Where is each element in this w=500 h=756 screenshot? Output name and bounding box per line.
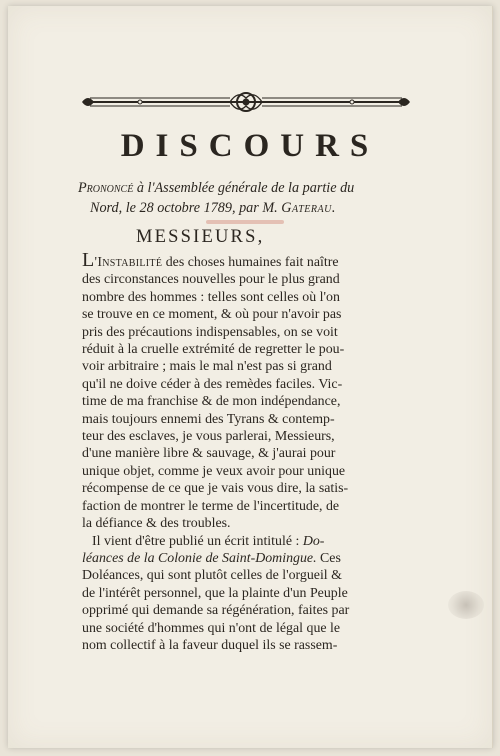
document-subtitle: [78, 178, 418, 218]
body-line: [82, 289, 418, 306]
body-line: [82, 393, 418, 410]
author-name: Gaterau.: [281, 200, 336, 216]
body-line: [82, 306, 418, 323]
line-text: une société d'hommes qui n'ont de légal que le: [82, 620, 341, 636]
line-text: qu'il ne doive céder à des remèdes faciles. Vic-: [82, 376, 343, 392]
body-line: [82, 376, 418, 393]
header-ornament-icon: [80, 88, 412, 116]
body-line: [82, 445, 418, 462]
line-text: Ces: [316, 550, 341, 566]
line-text: nombre des hommes : telles sont celles où l'on: [82, 289, 340, 305]
body-text: [82, 249, 418, 654]
subtitle-line: [78, 178, 418, 198]
body-line: [82, 411, 418, 428]
body-line: [82, 463, 418, 480]
line-text: pris des précautions indispensables, on se voit: [82, 324, 338, 340]
line-text: se trouve en ce moment, & où pour n'avoir pas: [82, 307, 342, 323]
line-text: time de ma franchise & de mon indépendance,: [82, 394, 341, 410]
body-line: [82, 271, 418, 288]
line-text: de l'intérêt personnel, que la plainte d'un Peuple: [82, 585, 348, 601]
line-text: d'une manière libre & sauvage, & j'aurai pour: [82, 446, 336, 462]
line-text: nom collectif à la faveur duquel ils se rassem-: [82, 637, 338, 653]
line-text: faction de montrer le terme de l'incertitude, de: [82, 498, 340, 514]
body-line: [82, 428, 418, 445]
line-text: teur des esclaves, je vous parlerai, Messieurs,: [82, 429, 335, 445]
body-line: [82, 567, 418, 584]
subtitle-lead: Prononcé: [78, 180, 134, 196]
line-text: récompense de ce que je vais vous dire, la satis-: [82, 481, 349, 497]
line-text: mais toujours ennemi des Tyrans & contemp-: [82, 411, 335, 427]
line-text: opprimé qui demande sa régénération, faites par: [82, 603, 350, 619]
paper-stain: [448, 591, 484, 619]
line-text: unique objet, comme je veux avoir pour unique: [82, 463, 346, 479]
body-line: [82, 550, 418, 567]
line-text: des choses humaines fait naître: [162, 255, 339, 270]
line-text: voir arbitraire ; mais le mal n'est pas si grand: [82, 359, 332, 375]
lead-word: [82, 249, 163, 271]
drop-cap: L: [82, 249, 95, 271]
body-line: [82, 515, 418, 532]
line-text: Il vient d'être publié un écrit intitulé :: [92, 533, 303, 549]
body-line: [82, 249, 418, 271]
body-line: [82, 620, 418, 637]
body-line: [82, 533, 418, 550]
body-line: [82, 498, 418, 515]
italic-title: léances de la Colonie de Saint-Domingue.: [82, 550, 317, 566]
subtitle-text: Nord, le 28 octobre 1789, par M.: [90, 200, 282, 216]
body-line: [82, 480, 418, 497]
line-text: la défiance & des troubles.: [82, 516, 231, 532]
body-line: [82, 324, 418, 341]
subtitle-text: à l'Assemblée générale de la partie du: [133, 180, 355, 196]
body-line: [82, 637, 418, 654]
line-text: des circonstances nouvelles pour le plus grand: [82, 272, 340, 288]
line-text: réduit à la cruelle extrémité de regretter le pou-: [82, 342, 345, 358]
document-page: [8, 6, 493, 748]
lead-rest: 'Instabilité: [94, 255, 163, 270]
document-title: DISCOURS: [120, 128, 380, 164]
red-underline-mark: [206, 220, 284, 224]
italic-title: Do-: [302, 533, 325, 549]
subtitle-line: [78, 198, 418, 218]
salutation: MESSIEURS,: [136, 227, 265, 247]
body-line: [82, 341, 418, 358]
body-line: [82, 602, 418, 619]
line-text: Doléances, qui sont plutôt celles de l'orgueil &: [82, 568, 342, 584]
body-line: [82, 358, 418, 375]
body-line: [82, 585, 418, 602]
